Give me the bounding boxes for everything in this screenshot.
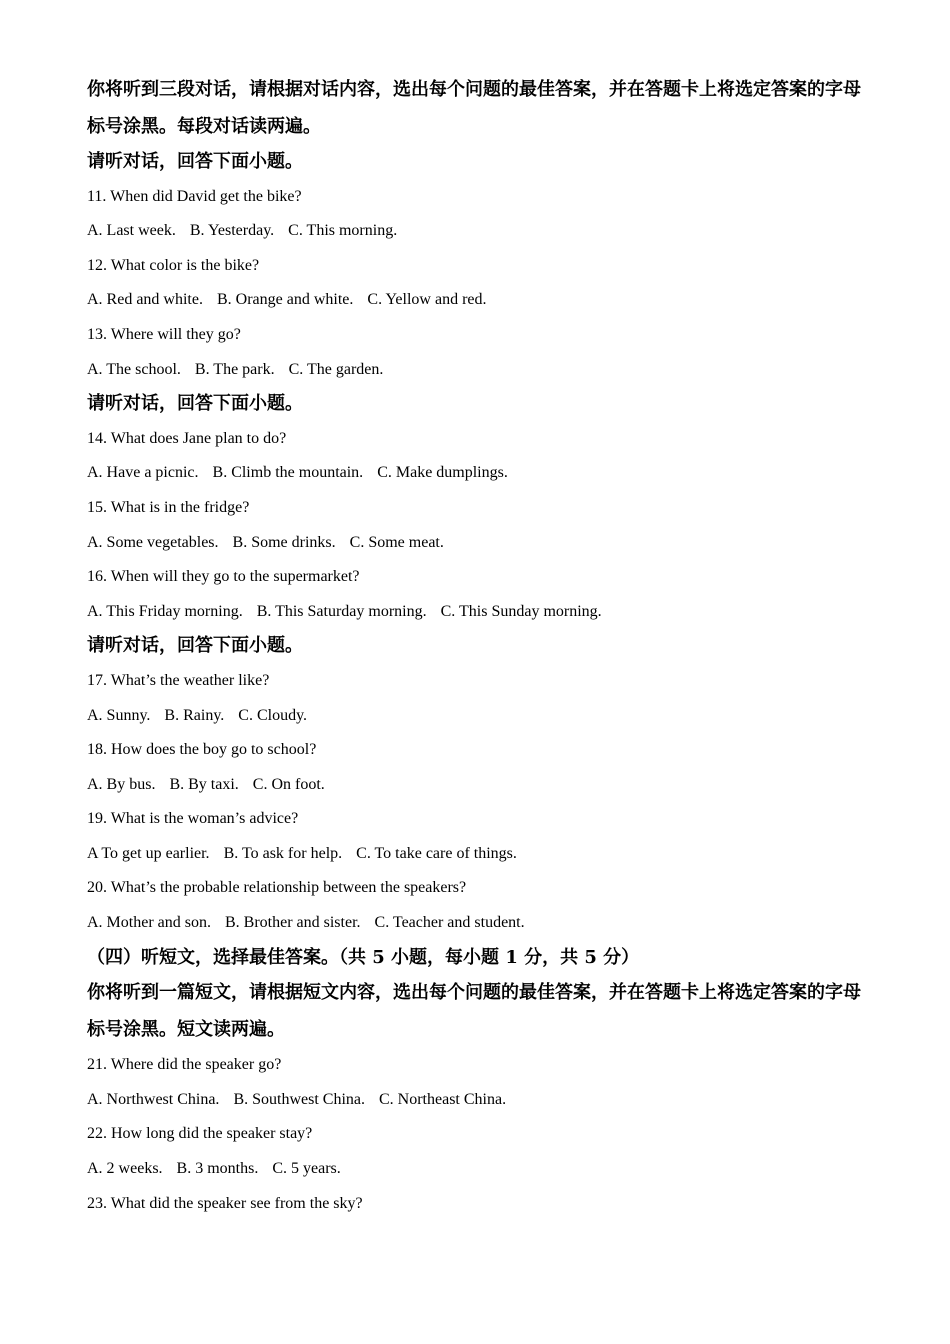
section-3-instructions: 你将听到三段对话，请根据对话内容，选出每个问题的最佳答案，并在答题卡上将选定答案的字母标号涂黑。每段对话读两遍。 [87,79,861,137]
question-text: 20. What’s the probable relationship between the speakers? [87,879,467,897]
question-text: 13. Where will they go? [87,325,241,343]
answer-option: B. Rainy. [164,706,225,724]
answer-option: C. Teacher and student. [374,914,525,932]
dialogue-heading: 请听对话，回答下面小题。 [87,393,303,415]
question-text: 23. What did the speaker see from the sky? [87,1194,363,1212]
answer-option: C. To take care of things. [356,844,517,862]
answer-option: A. This Friday morning. [87,602,243,620]
question-text: 22. How long did the speaker stay? [87,1125,313,1143]
section-4-title: （四）听短文，选择最佳答案。（共 5 小题，每小题 1 分，共 5 分） [87,946,640,968]
answer-option: B. Brother and sister. [224,914,361,932]
question-text: 16. When will they go to the supermarket? [87,568,360,586]
answer-option: C. Make dumplings. [377,464,508,482]
answer-options [87,214,877,249]
answer-option: B. To ask for help. [223,844,343,862]
answer-option: B. This Saturday morning. [256,602,427,620]
answer-options [87,699,877,734]
answer-option: B. By taxi. [169,775,239,793]
question-text: 11. When did David get the bike? [87,187,302,205]
question-text: 18. How does the boy go to school? [87,741,317,759]
question-text: 14. What does Jane plan to do? [87,429,287,447]
answer-options [87,837,877,872]
answer-options [87,768,877,803]
answer-option: C. Northeast China. [379,1090,507,1108]
answer-option: C. 5 years. [272,1160,341,1178]
answer-options [87,906,877,941]
answer-option: A. By bus. [87,775,156,793]
answer-option: C. Yellow and red. [367,291,487,309]
question-text: 12. What color is the bike? [87,256,260,274]
answer-option: B. The park. [194,360,275,378]
question-text: 17. What’s the weather like? [87,671,270,689]
answer-option: A. Mother and son. [87,914,211,932]
dialogue-heading: 请听对话，回答下面小题。 [87,635,303,657]
answer-option: B. Southwest China. [233,1090,365,1108]
answer-option: B. 3 months. [176,1160,259,1178]
answer-option: C. This Sunday morning. [440,602,602,620]
answer-option: B. Climb the mountain. [212,464,364,482]
dialogue-groups [87,145,877,941]
answer-options [87,595,877,630]
exam-page [87,72,877,1221]
answer-options [87,456,877,491]
answer-options [87,1083,877,1118]
answer-option: C. The garden. [288,360,384,378]
answer-option: A. The school. [87,360,181,378]
answer-option: B. Orange and white. [216,291,354,309]
answer-options [87,1152,877,1187]
answer-option: A. Have a picnic. [87,464,199,482]
answer-option: A. Northwest China. [87,1090,220,1108]
answer-option: C. This morning. [288,222,398,240]
question-text: 19. What is the woman’s advice? [87,810,299,828]
answer-options [87,283,877,318]
answer-option: B. Yesterday. [189,222,275,240]
answer-options [87,526,877,561]
answer-option: A. Some vegetables. [87,533,219,551]
answer-option: C. Cloudy. [238,706,308,724]
answer-option: A. 2 weeks. [87,1160,163,1178]
question-text: 15. What is in the fridge? [87,498,250,516]
section-4-questions [87,1048,877,1221]
answer-option: A. Last week. [87,222,176,240]
section-4-instructions: 你将听到一篇短文，请根据短文内容，选出每个问题的最佳答案，并在答题卡上将选定答案的字母标号涂黑。短文读两遍。 [87,982,861,1040]
answer-option: C. Some meat. [349,533,444,551]
answer-option: B. Some drinks. [232,533,336,551]
answer-option: A. Sunny. [87,706,151,724]
answer-option: A. Red and white. [87,291,203,309]
question-text: 21. Where did the speaker go? [87,1056,282,1074]
answer-option: C. On foot. [252,775,325,793]
dialogue-heading: 请听对话，回答下面小题。 [87,151,303,172]
answer-option: A To get up earlier. [87,844,210,862]
answer-options [87,353,877,388]
